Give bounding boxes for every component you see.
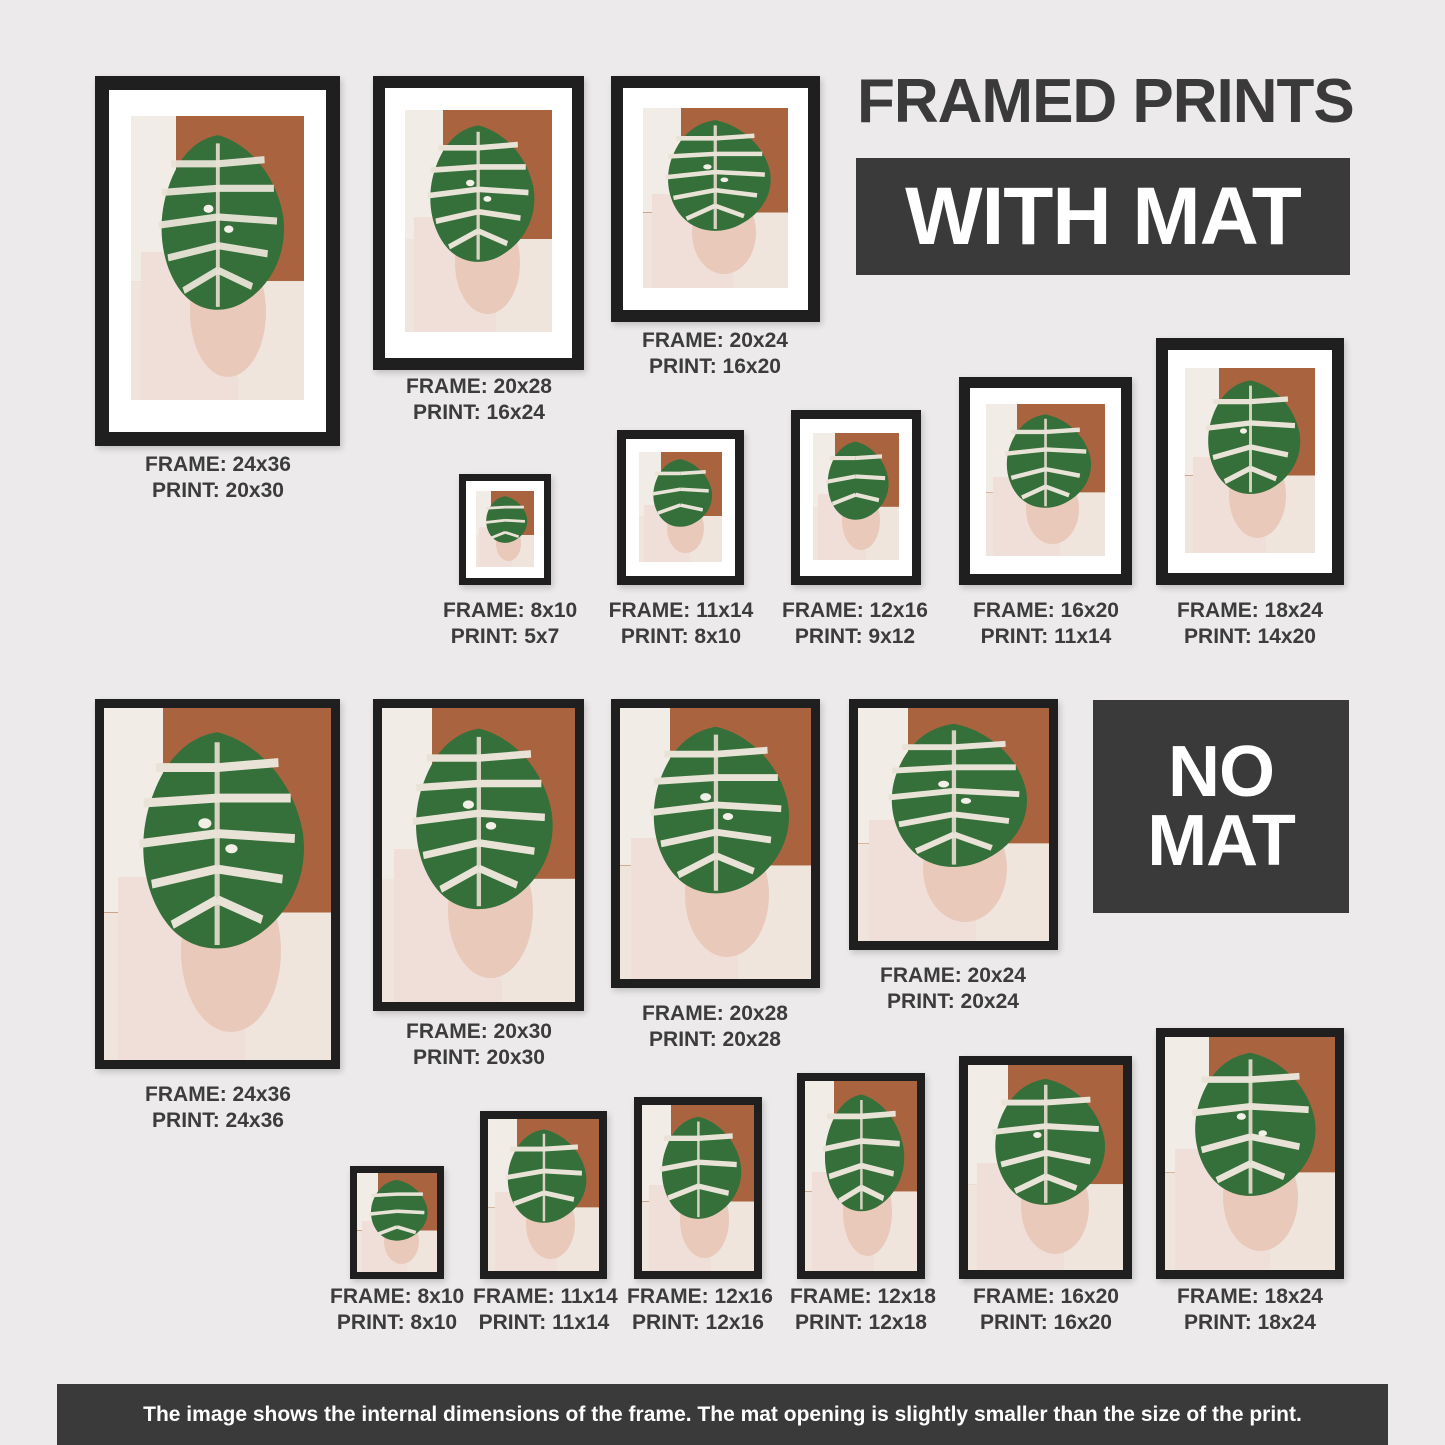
artwork xyxy=(405,110,552,332)
no-mat-banner xyxy=(1093,700,1349,913)
frame-no-mat-11x14[interactable] xyxy=(480,1111,607,1279)
frame-with-mat-18x24[interactable] xyxy=(1156,338,1344,585)
artwork xyxy=(131,116,304,400)
caption-no-mat-12x18 xyxy=(790,1284,936,1335)
caption-no-mat-20x24 xyxy=(846,963,1060,1014)
artwork xyxy=(968,1065,1123,1270)
mat xyxy=(385,88,572,358)
mat xyxy=(970,388,1121,574)
frame-with-mat-24x36[interactable] xyxy=(95,76,340,446)
frame-no-mat-12x18[interactable] xyxy=(797,1073,925,1279)
artwork xyxy=(488,1119,599,1271)
print-size-label: PRINT: 16x24 xyxy=(413,400,545,424)
frame-size-label: FRAME: 16x20 xyxy=(973,599,1119,622)
frame-no-mat-12x16[interactable] xyxy=(634,1097,762,1279)
caption-no-mat-18x24 xyxy=(1176,1284,1324,1335)
frame-no-mat-24x36[interactable] xyxy=(95,699,340,1069)
print-size-label: PRINT: 12x16 xyxy=(632,1310,764,1334)
caption-no-mat-8x10 xyxy=(330,1284,464,1335)
artwork xyxy=(813,433,899,560)
caption-no-mat-16x20 xyxy=(972,1284,1120,1335)
frame-size-label: FRAME: 18x24 xyxy=(1177,1285,1323,1308)
mat xyxy=(1168,350,1332,573)
caption-no-mat-20x30 xyxy=(372,1019,586,1070)
artwork xyxy=(620,708,811,979)
frame-size-label: FRAME: 20x24 xyxy=(642,329,788,352)
frame-no-mat-20x28[interactable] xyxy=(611,699,820,988)
print-size-label: PRINT: 16x20 xyxy=(649,354,781,378)
caption-with-mat-12x16 xyxy=(782,598,928,649)
frame-size-label: FRAME: 24x36 xyxy=(145,453,291,476)
frame-size-label: FRAME: 18x24 xyxy=(1177,599,1323,622)
artwork xyxy=(858,708,1049,941)
artwork xyxy=(639,452,722,562)
caption-no-mat-11x14 xyxy=(473,1284,618,1335)
caption-with-mat-24x36 xyxy=(112,452,324,503)
caption-with-mat-18x24 xyxy=(1176,598,1324,649)
artwork xyxy=(1185,368,1315,553)
artwork xyxy=(1165,1037,1335,1270)
print-size-label: PRINT: 20x24 xyxy=(887,989,1019,1013)
frame-size-label: FRAME: 8x10 xyxy=(330,1285,465,1308)
frame-with-mat-20x24[interactable] xyxy=(611,76,820,322)
print-size-label: PRINT: 18x24 xyxy=(1184,1310,1316,1334)
footer-note: The image shows the internal dimensions of the frame. The mat opening is slightly smaller than the size of the print. xyxy=(57,1384,1388,1445)
frame-size-label: FRAME: 11x14 xyxy=(473,1285,618,1308)
frame-size-label: FRAME: 20x28 xyxy=(642,1002,788,1025)
mat xyxy=(623,88,808,310)
print-size-label: PRINT: 14x20 xyxy=(1184,624,1316,648)
frame-with-mat-16x20[interactable] xyxy=(959,377,1132,585)
artwork xyxy=(382,708,575,1002)
frame-size-label: FRAME: 8x10 xyxy=(443,599,578,622)
artwork xyxy=(642,1105,754,1271)
frame-with-mat-20x28[interactable] xyxy=(373,76,584,370)
artwork xyxy=(104,708,331,1060)
caption-with-mat-20x28 xyxy=(372,374,586,425)
page-title: FRAMED PRINTS xyxy=(857,67,1354,136)
frame-no-mat-18x24[interactable] xyxy=(1156,1028,1344,1279)
caption-with-mat-16x20 xyxy=(972,598,1120,649)
no-mat-line-1: NO xyxy=(1168,732,1274,813)
caption-no-mat-12x16 xyxy=(627,1284,773,1335)
artwork xyxy=(805,1081,917,1271)
caption-no-mat-24x36 xyxy=(112,1082,324,1133)
frame-size-label: FRAME: 16x20 xyxy=(973,1285,1119,1308)
print-size-label: PRINT: 9x12 xyxy=(794,624,916,648)
frame-with-mat-11x14[interactable] xyxy=(617,430,744,585)
frame-size-label: FRAME: 20x28 xyxy=(406,375,552,398)
caption-with-mat-20x24 xyxy=(608,328,822,379)
frame-no-mat-8x10[interactable] xyxy=(350,1166,444,1279)
frame-no-mat-20x30[interactable] xyxy=(373,699,584,1011)
frame-size-label: FRAME: 11x14 xyxy=(608,599,754,622)
frame-size-label: FRAME: 12x16 xyxy=(627,1285,773,1308)
print-size-label: PRINT: 20x30 xyxy=(413,1045,545,1069)
mat xyxy=(626,439,735,576)
frame-size-label: FRAME: 24x36 xyxy=(145,1083,291,1106)
caption-no-mat-20x28 xyxy=(608,1001,822,1052)
frame-no-mat-20x24[interactable] xyxy=(849,699,1058,950)
artwork xyxy=(357,1173,437,1272)
caption-with-mat-8x10 xyxy=(443,598,578,649)
artwork xyxy=(986,404,1105,556)
frame-with-mat-8x10[interactable] xyxy=(459,474,551,585)
frame-size-label: FRAME: 12x16 xyxy=(782,599,928,622)
artwork xyxy=(643,108,788,288)
print-size-label: PRINT: 24x36 xyxy=(152,1108,284,1132)
print-size-label: PRINT: 5x7 xyxy=(450,624,560,648)
no-mat-line-2: MAT xyxy=(1147,800,1295,881)
print-size-label: PRINT: 12x18 xyxy=(795,1310,927,1334)
frame-no-mat-16x20[interactable] xyxy=(959,1056,1132,1279)
print-size-label: PRINT: 8x10 xyxy=(620,624,742,648)
frame-size-label: FRAME: 20x30 xyxy=(406,1020,552,1043)
mat xyxy=(109,90,326,432)
print-size-label: PRINT: 16x20 xyxy=(980,1310,1112,1334)
frame-size-label: FRAME: 12x18 xyxy=(790,1285,936,1308)
mat xyxy=(466,481,544,578)
caption-with-mat-11x14 xyxy=(608,598,754,649)
frame-with-mat-12x16[interactable] xyxy=(791,410,921,585)
with-mat-banner: WITH MAT xyxy=(856,158,1350,275)
print-size-label: PRINT: 8x10 xyxy=(336,1310,458,1334)
print-size-label: PRINT: 20x30 xyxy=(152,478,284,502)
artwork xyxy=(476,491,534,567)
frame-size-label: FRAME: 20x24 xyxy=(880,964,1026,987)
mat xyxy=(800,419,912,576)
print-size-label: PRINT: 20x28 xyxy=(649,1027,781,1051)
print-size-label: PRINT: 11x14 xyxy=(478,1310,610,1334)
print-size-label: PRINT: 11x14 xyxy=(980,624,1112,648)
